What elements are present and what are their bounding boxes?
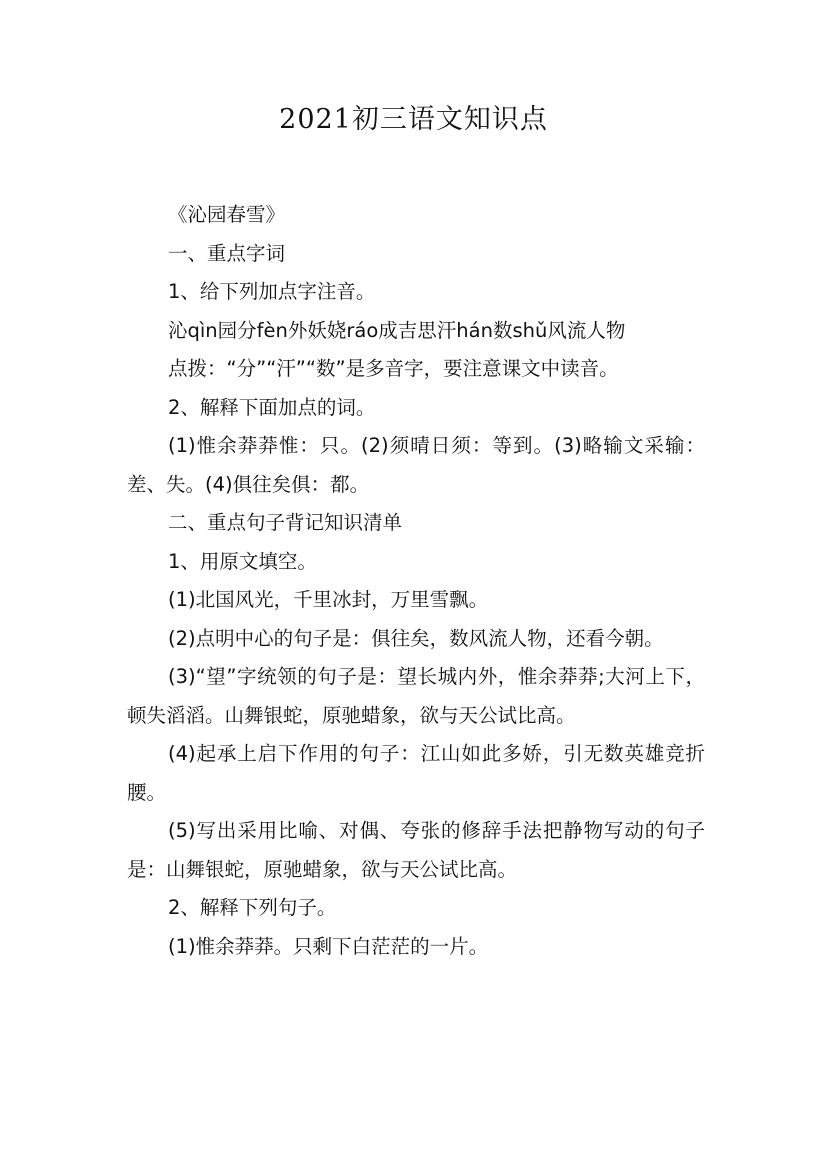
word-explanations: (1)惟余莽莽惟：只。(2)须晴日须：等到。(3)略输文采输：差、失。(4)俱往矣俱：都。 bbox=[127, 434, 705, 496]
document-title: 2021初三语文知识点 bbox=[279, 104, 548, 135]
fill-answer-1: (1)北国风光，千里冰封，万里雪飘。 bbox=[168, 588, 489, 611]
pinyin-answers: 沁qìn园分fèn外妖娆ráo成吉思汗hán数shǔ风流人物 bbox=[168, 318, 626, 342]
document-body bbox=[127, 196, 705, 966]
pinyin-tip: 点拨：“分”“汗”“数”是多音字，要注意课文中读音。 bbox=[168, 357, 619, 380]
fill-answer-4: (4)起承上启下作用的句子：江山如此多娇，引无数英雄竞折腰。 bbox=[127, 742, 705, 804]
question-pinyin: 1、给下列加点字注音。 bbox=[168, 280, 376, 303]
heading-poem-title: 《沁园春雪》 bbox=[168, 203, 286, 226]
fill-answer-3: (3)“望”字统领的句子是：望长城内外，惟余莽莽;大河上下，顿失滔滔。山舞银蛇，原驰蜡象，欲与天公试比高。 bbox=[127, 665, 705, 727]
section-heading-key-words: 一、重点字词 bbox=[168, 241, 286, 265]
question-explain-sentences: 2、解释下列句子。 bbox=[168, 896, 337, 919]
question-fill-blanks: 1、用原文填空。 bbox=[168, 549, 317, 573]
question-explain-words: 2、解释下面加点的词。 bbox=[168, 395, 376, 419]
section-heading-key-sentences: 二、重点句子背记知识清单 bbox=[168, 511, 403, 534]
fill-answer-5: (5)写出采用比喻、对偶、夸张的修辞手法把静物写动的句子是：山舞银蛇，原驰蜡象，欲与天公试比高。 bbox=[127, 819, 705, 881]
fill-answer-2: (2)点明中心的句子是：俱往矣，数风流人物，还看今朝。 bbox=[168, 626, 664, 650]
sentence-answer-1: (1)惟余莽莽。只剩下白茫茫的一片。 bbox=[168, 934, 489, 958]
